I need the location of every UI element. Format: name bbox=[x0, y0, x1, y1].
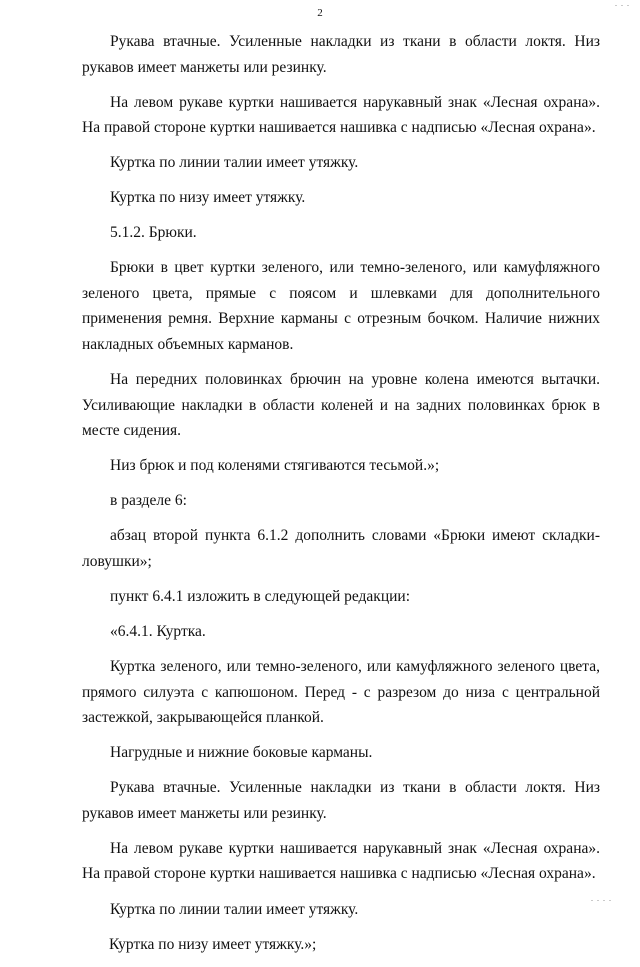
paragraph-waist-1: Куртка по линии талии имеет утяжку. bbox=[110, 154, 359, 172]
paragraph-waist-2: Куртка по линии талии имеет утяжку. bbox=[110, 900, 359, 918]
paragraph-sleeves-2: Рукава втачные. Усиленные накладки из ткани в области локтя. Низ рукавов имеет манжеты или резинку. bbox=[82, 779, 600, 822]
paragraph-patches-2: На левом рукаве куртки нашивается нарукавный знак «Лесная охрана». На правой стороне куртки нашивается нашивка с надписью «Лесная охрана». bbox=[82, 839, 600, 883]
paragraph-hem-1: Куртка по низу имеет утяжку. bbox=[110, 189, 306, 207]
paragraph-hem-2: Куртка по низу имеет утяжку.»; bbox=[109, 935, 317, 953]
document-body bbox=[82, 29, 600, 967]
page-number: 2 bbox=[317, 7, 323, 19]
section-heading-trousers: 5.1.2. Брюки. bbox=[110, 224, 197, 242]
paragraph-patches-1: На левом рукаве куртки нашивается нарукавный знак «Лесная охрана». На правой стороне куртки нашивается нашивка с надписью «Лесная охрана». bbox=[82, 93, 600, 137]
paragraph-pockets: Нагрудные и нижние боковые карманы. bbox=[110, 744, 373, 762]
paragraph-jacket-description: Куртка зеленого, или темно-зеленого, или камуфляжного зеленого цвета, прямого силуэта с капюшоном. Перед - с разрезом до низа с центральной застежкой, закрывающейся планкой. bbox=[82, 658, 600, 727]
section-heading-jacket: «6.4.1. Куртка. bbox=[110, 623, 206, 641]
paragraph-trousers-description: Брюки в цвет куртки зеленого, или темно-зеленого, или камуфляжного зеленого цвета, прямые с поясом и шлевками для дополнительного применения ремня. Верхние карманы с отрезным бочком. Наличие нижних накладных объемных карманов. bbox=[82, 259, 600, 353]
paragraph-section-6: в разделе 6: bbox=[110, 492, 187, 510]
paragraph-clause-6-1-2: абзац второй пункта 6.1.2 дополнить словами «Брюки имеют складки-ловушки»; bbox=[82, 527, 600, 570]
paragraph-clause-6-4-1-intro: пункт 6.4.1 изложить в следующей редакции: bbox=[110, 587, 411, 605]
paragraph-trousers-hem: Низ брюк и под коленями стягиваются тесьмой.»; bbox=[110, 457, 440, 475]
scan-artifact-mark: . . . . bbox=[591, 894, 612, 903]
paragraph-sleeves-1: Рукава втачные. Усиленные накладки из ткани в области локтя. Низ рукавов имеет манжеты или резинку. bbox=[82, 33, 600, 76]
paragraph-trousers-darts: На передних половинках брючин на уровне колена имеются вытачки. Усиливающие накладки в области коленей и на задних половинках брюк в месте сидения. bbox=[82, 371, 600, 440]
scan-artifact-mark: . . . bbox=[615, 0, 630, 8]
